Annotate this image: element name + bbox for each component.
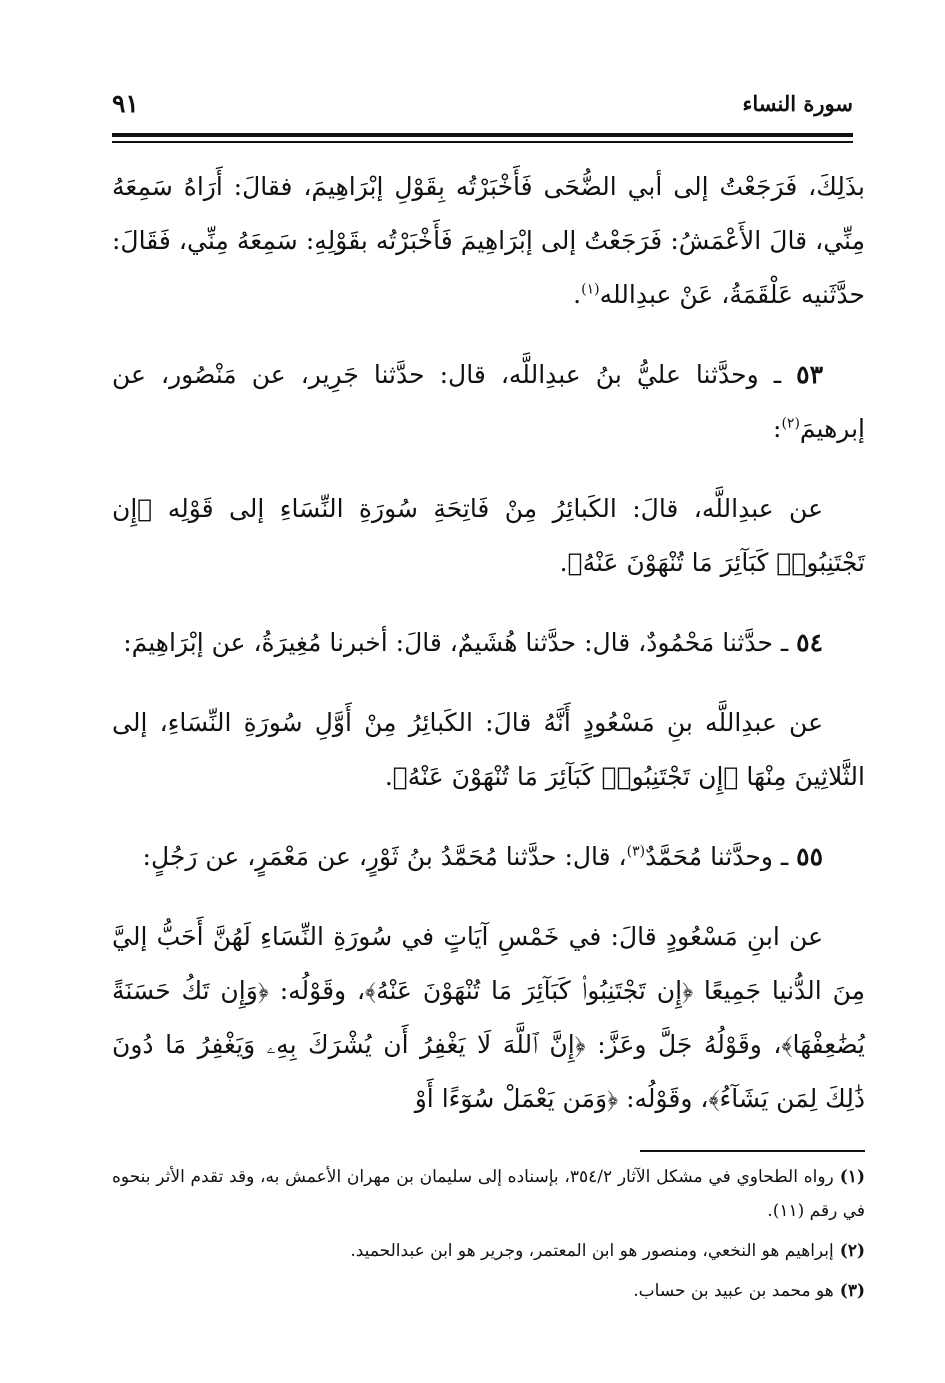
footnote-number: (٣)	[839, 1281, 865, 1301]
isnad-text: ـ حدَّثنا مَحْمُودٌ، قال: حدَّثنا هُشَيمٌ، قالَ: أخبرنا مُغِيرَةُ، عن إبْرَاهِيمَ:	[123, 628, 797, 657]
hadith-number: ٥٤	[796, 628, 823, 657]
hadith-54-isnad	[112, 616, 865, 670]
footnote-ref-2: (٢)	[781, 415, 800, 432]
paragraph-end: .	[573, 280, 582, 309]
isnad-text-cont: ، قال: حدَّثنا مُحَمَّدُ بنُ ثَوْرٍ، عن مَعْمَرٍ، عن رَجُلٍ:	[142, 842, 627, 871]
hadith-54-matn: عن عبدِاللَّه بنِ مَسْعُودٍ أَنَّهُ قالَ: الكَبائِرُ مِنْ أَوَّلِ سُورَةِ النِّسَاءِ، إلى الثَّلاثِينَ مِنْهَا ﴿إِن تَجْتَنِبُوا۟ كَبَآئِرَ مَا تُنْهَوْنَ عَنْهُ﴾.	[112, 708, 865, 791]
hadith-55-isnad	[112, 830, 865, 884]
hadith-53-matn: عن عبدِاللَّه، قالَ: الكَبائِرُ مِنْ فَاتِحَةِ سُورَةِ النِّسَاءِ إلى قَوْلِه ﴿إِن تَجْتَنِبُوا۟ كَبَآئِرَ مَا تُنْهَوْنَ عَنْهُ﴾.	[112, 494, 865, 577]
footnote-ref-1: (١)	[581, 281, 600, 298]
surah-title: سورة النساء	[742, 90, 853, 116]
paragraph-text: بذَلِكَ، فَرَجَعْتُ إلى أبي الضُّحَى فَأَخْبَرْتُه بِقَوْلِ إبْرَاهِيمَ، فقالَ: أَرَاهُ سَمِعَهُ مِنِّي، قالَ الأَعْمَشُ: فَرَجَعْتُ إلى إبْرَاهِيمَ فَأَخْبَرْتُه بقَوْلِهِ: سَمِعَهُ مِنِّي، فَقَالَ: حدَّثَنيه عَلْقَمَةُ، عَنْ عبدِالله	[112, 172, 865, 309]
hadith-53-isnad	[112, 348, 865, 456]
footnote-text: إبراهيم هو النخعي، ومنصور هو ابن المعتمر، وجرير هو ابن عبدالحميد.	[350, 1241, 834, 1261]
main-text	[112, 160, 865, 1126]
footnote-ref-3: (٣)	[626, 843, 646, 860]
hadith-number: ٥٥	[796, 842, 823, 871]
footnote-number: (٢)	[839, 1241, 865, 1261]
header-rule-thick	[112, 133, 853, 137]
footnote-text: رواه الطحاوي في مشكل الآثار ٣٥٤/٢، بإسناده إلى سليمان بن مهران الأعمش به، وقد تقدم الأثر بنحوه في رقم (١١).	[112, 1167, 865, 1221]
footnote-text: هو محمد بن عبيد بن حساب.	[633, 1281, 834, 1301]
footnote	[112, 1234, 865, 1268]
footnote-separator	[640, 1150, 865, 1152]
footnote	[112, 1274, 865, 1308]
page-number: ٩١	[112, 88, 139, 118]
hadith-55-matn: عن ابنِ مَسْعُودٍ قالَ: في خَمْسِ آيَاتٍ في سُورَةِ النِّسَاءِ لَهُنَّ أَحَبُّ إليَّ مِنَ الدُّنيا جَمِيعًا ﴿إِن تَجْتَنِبُوا۟ كَبَآئِرَ مَا تُنْهَوْنَ عَنْهُ﴾، وقَوْلُه: ﴿وَإِن تَكُ حَسَنَةً يُضَٰعِفْهَا﴾، وقَوْلُهُ جَلَّ وعَزَّ: ﴿إِنَّ ٱللَّهَ لَا يَغْفِرُ أَن يُشْرَكَ بِهِۦ وَيَغْفِرُ مَا دُونَ ذَٰلِكَ لِمَن يَشَآءُ﴾، وقَوْلُه: ﴿وَمَن يَعْمَلْ سُوٓءًا أَوْ	[112, 922, 865, 1113]
isnad-text: ـ وحدَّثنا مُحَمَّدٌ	[645, 842, 797, 871]
page-header	[112, 78, 853, 128]
continuation-paragraph	[112, 160, 865, 322]
hadith-number: ٥٣	[796, 360, 823, 389]
isnad-text: ـ وحدَّثنا عليُّ بنُ عبدِاللَّه، قال: حدَّثنا جَرِير، عن مَنْصُور، عن إبرهيمَ	[112, 360, 865, 443]
isnad-end: :	[773, 414, 782, 443]
footnote-number: (١)	[839, 1167, 865, 1187]
footnote	[112, 1160, 865, 1228]
footnotes	[112, 1160, 865, 1314]
header-rule-thin	[112, 141, 853, 143]
